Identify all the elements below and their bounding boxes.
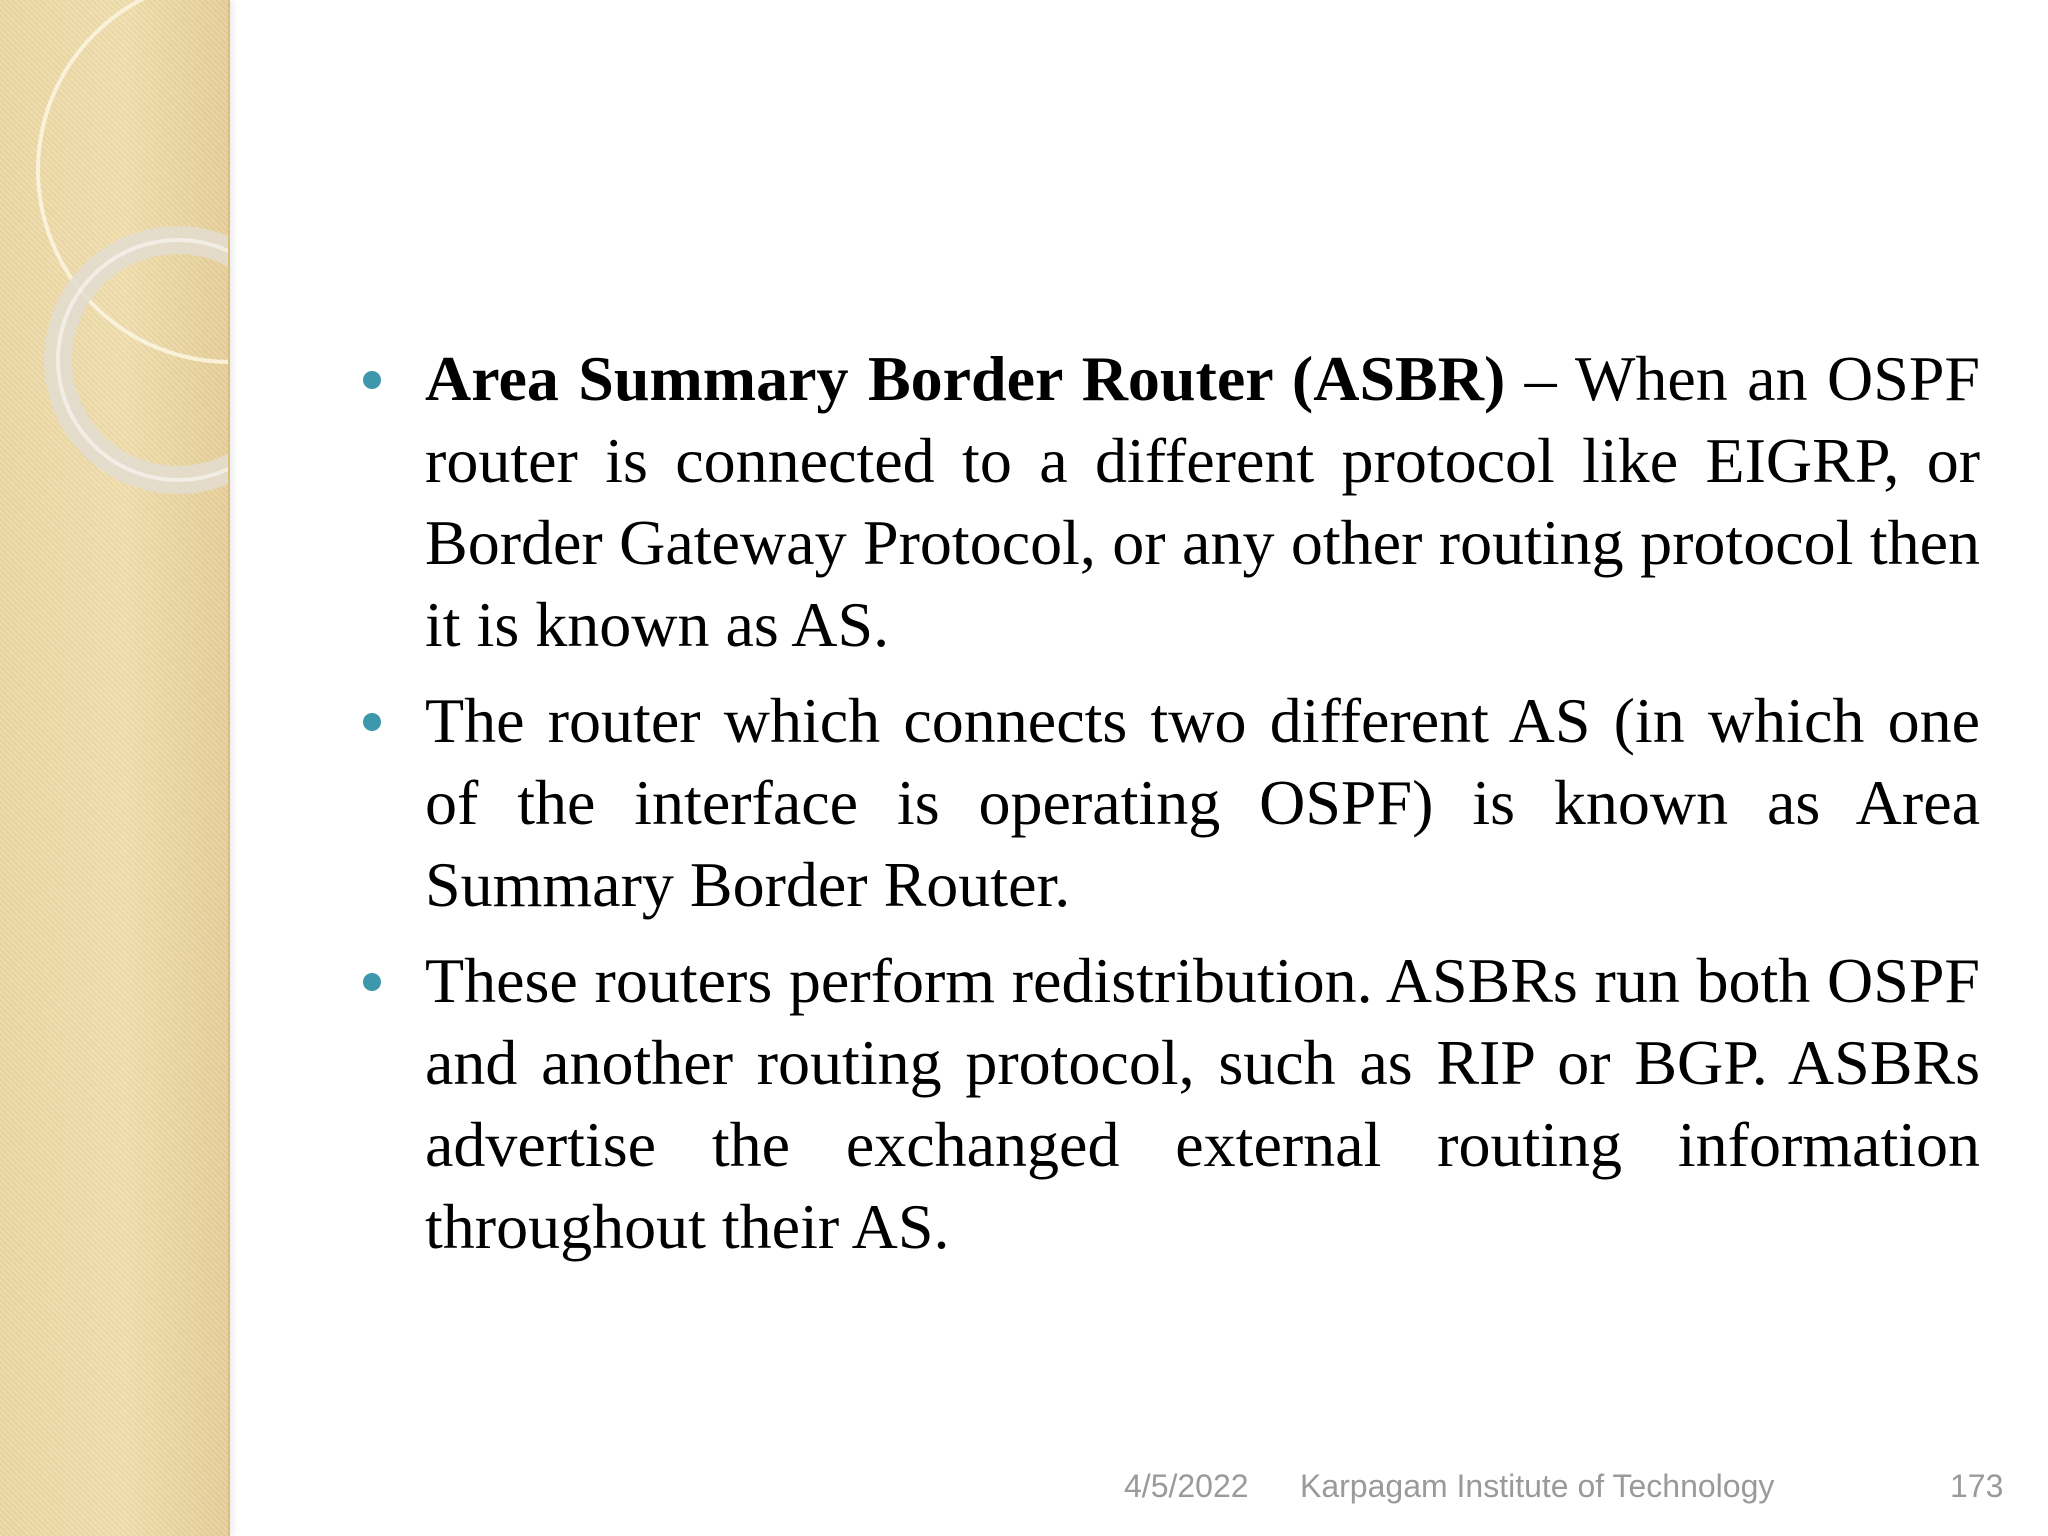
bullet-list xyxy=(355,338,1980,1282)
footer-date: 4/5/2022 xyxy=(1124,1468,1249,1504)
decorative-side-panel xyxy=(0,0,230,1536)
bullet-term: Area Summary Border Router (ASBR) xyxy=(425,343,1506,414)
bullet-item xyxy=(355,338,1980,666)
bullet-text: The router which connects two different AS (in which one of the interface is operating OSPF) is known as Area Summary Border Router. xyxy=(425,685,1980,920)
bullet-text: These routers perform redistribution. ASBRs run both OSPF and another routing protocol, such as RIP or BGP. ASBRs advertise the exchanged external routing information throughout their AS. xyxy=(425,945,1980,1262)
bullet-point-icon xyxy=(363,973,381,991)
slide-number: 173 xyxy=(1950,1468,2004,1504)
bullet-point-icon xyxy=(363,713,381,731)
bullet-item xyxy=(355,940,1980,1268)
bullet-text: – When an OSPF router is connected to a different protocol like EIGRP, or Border Gateway Protocol, or any other routing protocol then it is known as AS. xyxy=(425,343,1980,660)
decorative-rings-icon xyxy=(0,0,228,560)
footer-organization: Karpagam Institute of Technology xyxy=(1300,1468,1775,1504)
bullet-point-icon xyxy=(363,371,381,389)
bullet-item xyxy=(355,680,1980,926)
